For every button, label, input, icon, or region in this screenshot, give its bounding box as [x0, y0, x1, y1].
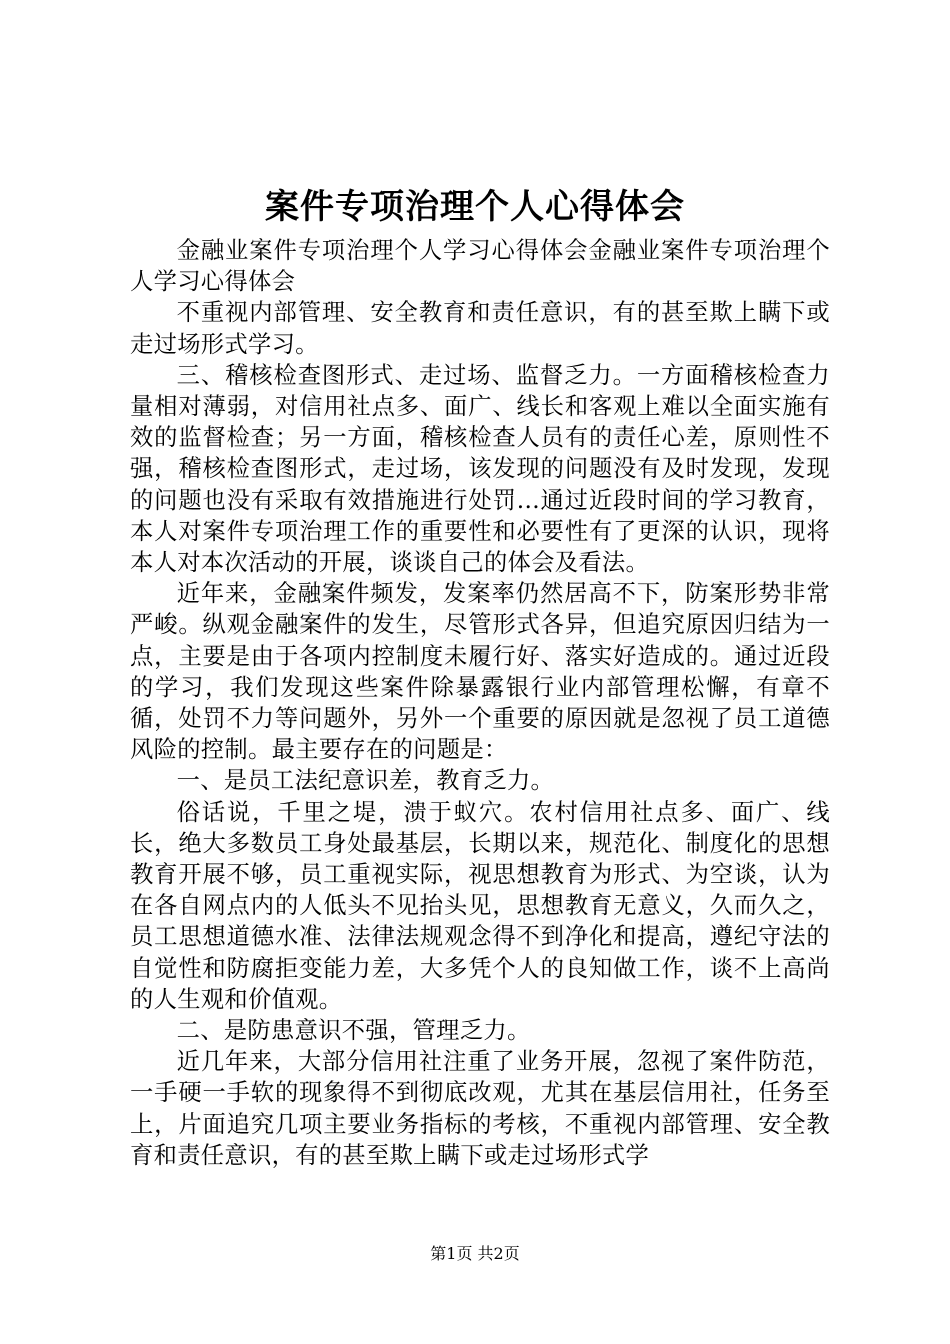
- paragraph: 三、稽核检查图形式、走过场、监督乏力。一方面稽核检查力量相对薄弱，对信用社点多、面广、线长和客观上难以全面实施有效的监督检查；另一方面，稽核检查人员有的责任心差，原则性不强，稽核检查图形式，走过场，该发现的问题没有及时发现，发现的问题也没有采取有效措施进行处罚...通过近段时间的学习教育，本人对案件专项治理工作的重要性和必要性有了更深的认识，现将本人对本次活动的开展，谈谈自己的体会及看法。: [130, 361, 830, 577]
- page-number: 第1页 共2页: [430, 1244, 520, 1263]
- document-body: [130, 235, 830, 1171]
- section-heading: 一、是员工法纪意识差，教育乏力。: [176, 767, 555, 795]
- paragraph: 近几年来，大部分信用社注重了业务开展，忽视了案件防范，一手硬一手软的现象得不到彻底改观，尤其在基层信用社，任务至上，片面追究几项主要业务指标的考核，不重视内部管理、安全教育和责任意识，有的甚至欺上瞒下或走过场形式学: [130, 1048, 830, 1169]
- paragraph: 近年来，金融案件频发，发案率仍然居高不下，防案形势非常严峻。纵观金融案件的发生，尽管形式各异，但追究原因归结为一点，主要是由于各项内控制度未履行好、落实好造成的。通过近段的学习，我们发现这些案件除暴露银行业内部管理松懈，有章不循，处罚不力等问题外，另外一个重要的原因就是忽视了员工道德风险的控制。最主要存在的问题是：: [130, 580, 830, 764]
- section-heading: 二、是防患意识不强，管理乏力。: [176, 1017, 531, 1045]
- document-title: 案件专项治理个人心得体会: [265, 187, 685, 227]
- paragraph: 金融业案件专项治理个人学习心得体会金融业案件专项治理个人学习心得体会: [130, 237, 830, 296]
- paragraph: 俗话说，千里之堤，溃于蚁穴。农村信用社点多、面广、线长，绝大多数员工身处最基层，长期以来，规范化、制度化的思想教育开展不够，员工重视实际，视思想教育为形式、为空谈，认为在各自网点内的人低头不见抬头见，思想教育无意义，久而久之，员工思想道德水准、法律法规观念得不到净化和提高，遵纪守法的自觉性和防腐拒变能力差，大多凭个人的良知做工作，谈不上高尚的人生观和价值观。: [130, 798, 830, 1013]
- paragraph: 不重视内部管理、安全教育和责任意识，有的甚至欺上瞒下或走过场形式学习。: [130, 299, 830, 358]
